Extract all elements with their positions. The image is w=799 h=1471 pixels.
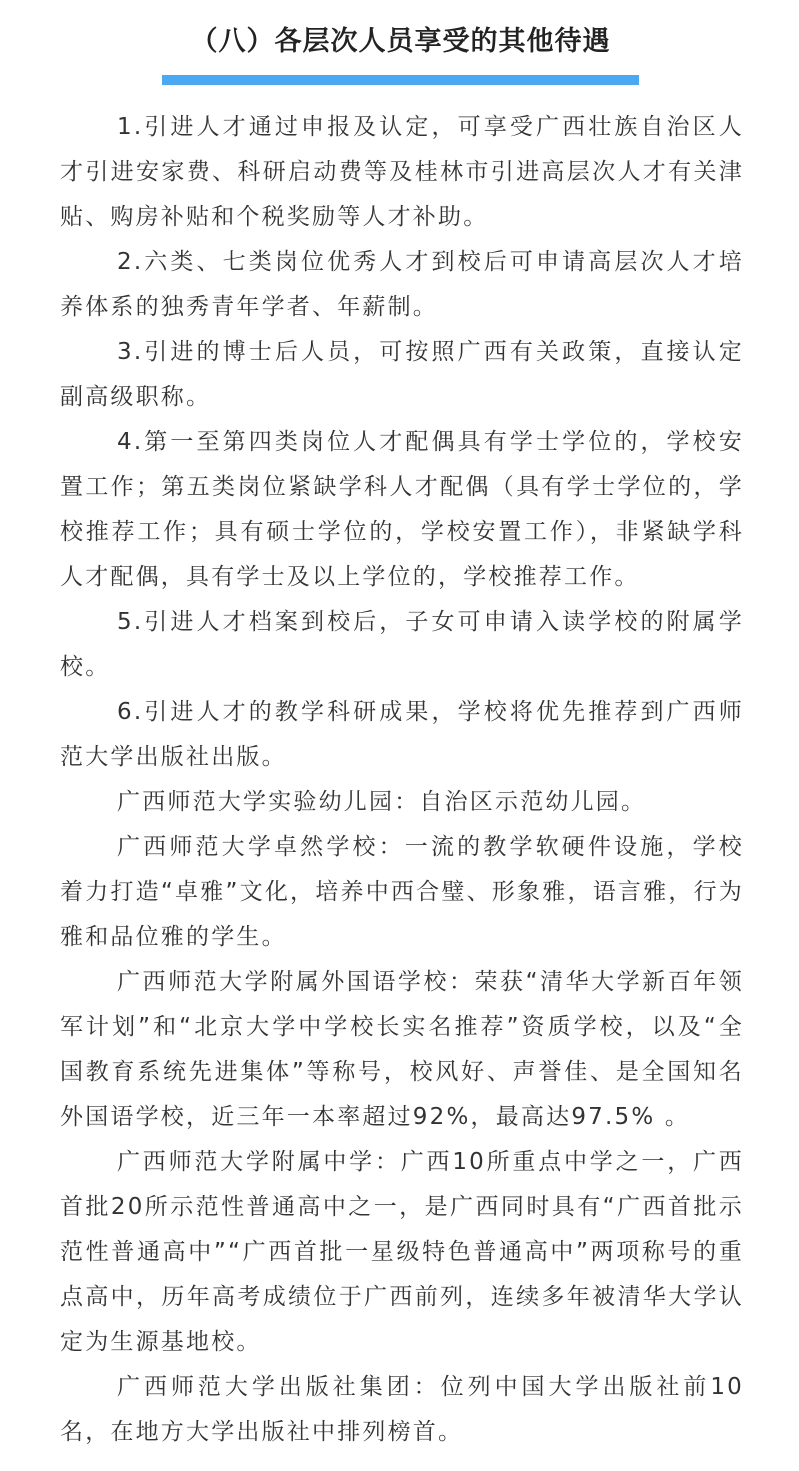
paragraph-publishing: 6.引进人才的教学科研成果，学校将优先推荐到广西师范大学出版社出版。 bbox=[60, 699, 744, 770]
paragraph-zhuoran-school: 广西师范大学卓然学校：一流的教学软硬件设施，学校着力打造“卓雅”文化，培养中西合璧、形象雅，语言雅，行为雅和品位雅的学生。 bbox=[60, 834, 744, 950]
section-title: （八）各层次人员享受的其他待遇 bbox=[190, 26, 611, 57]
paragraph-talent-subsidy: 1.引进人才通过申报及认定，可享受广西壮族自治区人才引进安家费、科研启动费等及桂林市引进高层次人才有关津贴、购房补贴和个税奖励等人才补助。 bbox=[60, 114, 744, 230]
section-heading bbox=[162, 14, 639, 70]
paragraph-spouse-employment: 4.第一至第四类岗位人才配偶具有学士学位的，学校安置工作；第五类岗位紧缺学科人才配偶（具有学士学位的，学校推荐工作；具有硕士学位的，学校安置工作），非紧缺学科人才配偶，具有学士及以上学位的，学校推荐工作。 bbox=[60, 429, 744, 590]
title-underline-bar bbox=[162, 75, 639, 85]
paragraph-foreign-language-school: 广西师范大学附属外国语学校：荣获“清华大学新百年领军计划”和“北京大学中学校长实名推荐”资质学校，以及“全国教育系统先进集体”等称号，校风好、声誉佳、是全国知名外国语学校，近三年一本率超过92%，最高达97.5% 。 bbox=[60, 969, 744, 1130]
paragraph-postdoc-title: 3.引进的博士后人员，可按照广西有关政策，直接认定副高级职称。 bbox=[60, 339, 744, 410]
paragraph-affiliated-high-school: 广西师范大学附属中学：广西10所重点中学之一，广西首批20所示范性普通高中之一，是广西同时具有“广西首批示范性普通高中”“广西首批一星级特色普通高中”两项称号的重点高中，历年高考成绩位于广西前列，连续多年被清华大学认定为生源基地校。 bbox=[60, 1149, 744, 1355]
body-text bbox=[60, 105, 744, 1455]
paragraph-kindergarten: 广西师范大学实验幼儿园：自治区示范幼儿园。 bbox=[117, 789, 647, 815]
paragraph-children-school: 5.引进人才档案到校后，子女可申请入读学校的附属学校。 bbox=[60, 609, 744, 680]
paragraph-press-group: 广西师范大学出版社集团：位列中国大学出版社前10名，在地方大学出版社中排列榜首。 bbox=[60, 1374, 744, 1445]
paragraph-young-scholar: 2.六类、七类岗位优秀人才到校后可申请高层次人才培养体系的独秀青年学者、年薪制。 bbox=[60, 249, 744, 320]
